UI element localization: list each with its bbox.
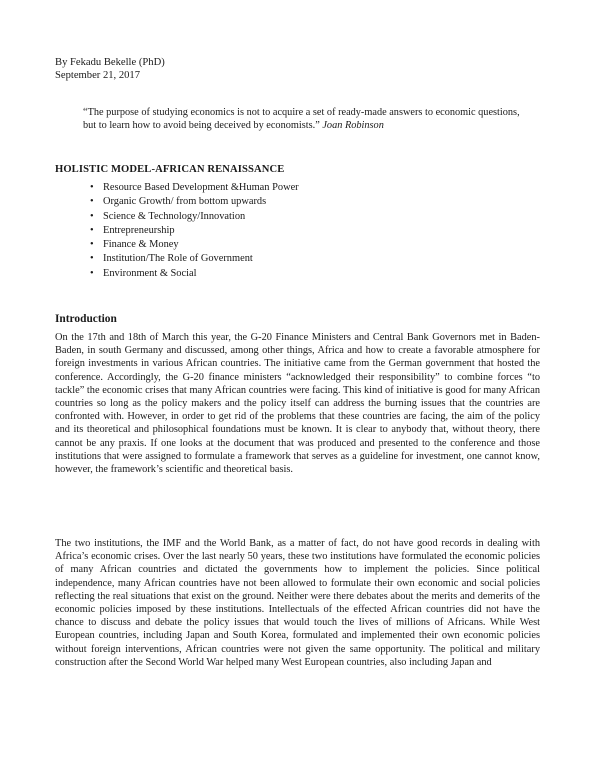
list-item: • Organic Growth/ from bottom upwards — [90, 195, 299, 209]
bullet-icon: • — [90, 253, 94, 265]
list-item: • Environment & Social — [90, 267, 299, 281]
date-line: September 21, 2017 — [55, 70, 141, 81]
bullet-icon: • — [90, 239, 94, 251]
list-item: • Institution/The Role of Government — [90, 252, 299, 266]
paragraph: The two institutions, the IMF and the World Bank, as a matter of fact, do not have good records in dealing with Africa’s economic crises. Over the last nearly 50 years, these two institutions have formulated the economic policies of many African countries and dictated the governments how to implement the policies. Since political independence, many African countries have not been allowed to formulate their own economic and social policies reflecting the real situations that exist on the ground. Neither were there debates about the merits and demerits of the economic policies imposed by these institutions. Intellectuals of the effected African countries did not have the chance to discuss and debate the policy issues that would touch the lives of millions of Africans. While West European countries, including Japan and South Korea, formulated and implemented their own economic policies without foreign interventions, African countries were not given the same opportunity. The political and military construction after the Second World War helped many West European countries, also including Japan and — [55, 538, 540, 668]
quote-text: “The purpose of studying economics is not to acquire a set of ready-made answers to economic questions, but to learn how to avoid being deceived by economists.” — [83, 107, 520, 131]
bullet-icon: • — [90, 210, 94, 222]
section-heading-introduction: Introduction — [55, 313, 117, 325]
bullet-icon: • — [90, 224, 94, 236]
epigraph-quote — [83, 106, 528, 132]
list-item: • Entrepreneurship — [90, 224, 299, 238]
list-item: • Science & Technology/Innovation — [90, 210, 299, 224]
author-line: By Fekadu Bekelle (PhD) — [55, 57, 165, 68]
quote-author: Joan Robinson — [322, 120, 384, 131]
bullet-list — [90, 181, 299, 281]
paragraph: On the 17th and 18th of March this year, the G-20 Finance Ministers and Central Bank Governors met in Baden-Baden, in south Germany and discussed, among other things, Africa and how to create a favorable atmosphere for foreign investments in various African countries. The initiative came from the German government that hosted the conference. Accordingly, the G-20 finance ministers “acknowledged their responsibility” to combine forces “to tackle” the economic crises that many African countries were facing. This kind of initiative is good for many African countries so long as the policy makers and the policy itself can address the burning issues that the countries are confronted with. However, in order to get rid of the problems that these countries are facing, the aim of the policy and its theoretical and philosophical foundations must be known. It is clear to anybody that, without theory, there cannot be any praxis. If one looks at the document that was produced and presented to the conference and those institutions that were assigned to formulate a framework that serves as a guideline for investment, one cannot know, however, the framework’s scientific and theoretical basis. — [55, 332, 540, 476]
bullet-icon: • — [90, 182, 94, 193]
bullet-icon: • — [90, 196, 94, 208]
bullet-icon: • — [90, 267, 94, 279]
list-item: • Finance & Money — [90, 238, 299, 252]
byline — [55, 56, 165, 82]
list-item: • Resource Based Development &Human Power — [90, 181, 299, 195]
section-heading-holistic-model: HOLISTIC MODEL-AFRICAN RENAISSANCE — [55, 164, 285, 175]
